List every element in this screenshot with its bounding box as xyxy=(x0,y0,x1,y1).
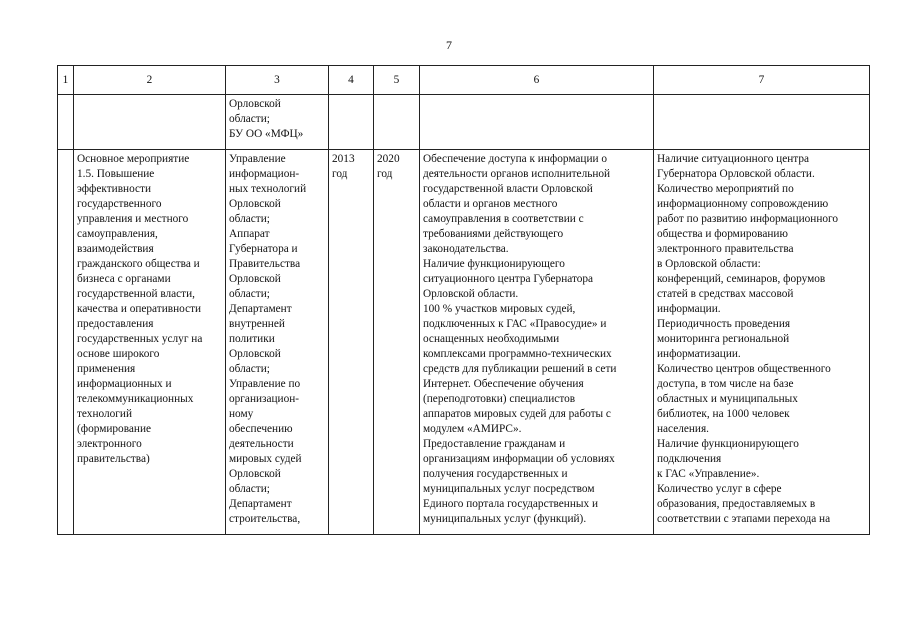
measure-row xyxy=(58,150,870,535)
cont-cell-executors: Орловской области; БУ ОО «МФЦ» xyxy=(226,95,329,150)
measure-end-year-cell: 2020 год xyxy=(374,150,420,535)
header-cell-1: 1 xyxy=(58,66,74,95)
page-number: 7 xyxy=(446,38,452,52)
continuation-row xyxy=(58,95,870,150)
header-cell-5: 5 xyxy=(374,66,420,95)
header-cell-6: 6 xyxy=(420,66,654,95)
measure-expected-results-cell: Обеспечение доступа к информации о деятельности органов исполнительной государственной власти Орловской области и органов местного самоуправления в соответствии с требованиями действующего законодательства. Наличие функционирующего ситуационного центра Губернатора Орловской области. 100 % участков мировых судей, подключенных к ГАС «Правосудие» и оснащенных необходимыми комплексами программно-технических средств для публикации решений в сети Интернет. Обеспечение обучения (переподготовки) специалистов аппаратов мировых судей для работы с модулем «АМИРС». Предоставление гражданам и организациям информации об условиях получения государственных и муниципальных услуг посредством Единого портала государственных и муниципальных услуг (функций). xyxy=(420,150,654,535)
measure-start-year-cell: 2013 год xyxy=(329,150,374,535)
header-cell-3: 3 xyxy=(226,66,329,95)
header-row xyxy=(58,66,870,95)
measure-number-cell xyxy=(58,150,74,535)
measure-executors-cell: Управление информацион- ных технологий Орловской области; Аппарат Губернатора и Правительства Орловской области; Департамент внутренней политики Орловской области; Управление по организацион- ному обеспечению деятельности мировых судей Орловской области; Департамент строительства, xyxy=(226,150,329,535)
cont-cell-7 xyxy=(654,95,870,150)
measure-title-cell: Основное мероприятие 1.5. Повышение эффективности государственного управления и местного самоуправления, взаимодействия гражданского общества и бизнеса с органами государственной власти, качества и оперативности предоставления государственных услуг на основе широкого применения информационных и телекоммуникационных технологий (формирование электронного правительства) xyxy=(74,150,226,535)
cont-cell-4 xyxy=(329,95,374,150)
cont-cell-5 xyxy=(374,95,420,150)
measure-indicators-cell: Наличие ситуационного центра Губернатора Орловской области. Количество мероприятий по информационному сопровождению работ по развитию информационного общества и формированию электронного правительства в Орловской области: конференций, семинаров, форумов статей в средствах массовой информации. Периодичность проведения мониторинга региональной информатизации. Количество центров общественного доступа, в том числе на базе областных и муниципальных библиотек, на 1000 человек населения. Наличие функционирующего подключения к ГАС «Управление». Количество услуг в сфере образования, предоставляемых в соответствии с этапами перехода на xyxy=(654,150,870,535)
cont-cell-1 xyxy=(58,95,74,150)
header-cell-7: 7 xyxy=(654,66,870,95)
header-cell-2: 2 xyxy=(74,66,226,95)
cont-cell-2 xyxy=(74,95,226,150)
program-measures-table xyxy=(57,65,870,535)
header-cell-4: 4 xyxy=(329,66,374,95)
cont-cell-6 xyxy=(420,95,654,150)
